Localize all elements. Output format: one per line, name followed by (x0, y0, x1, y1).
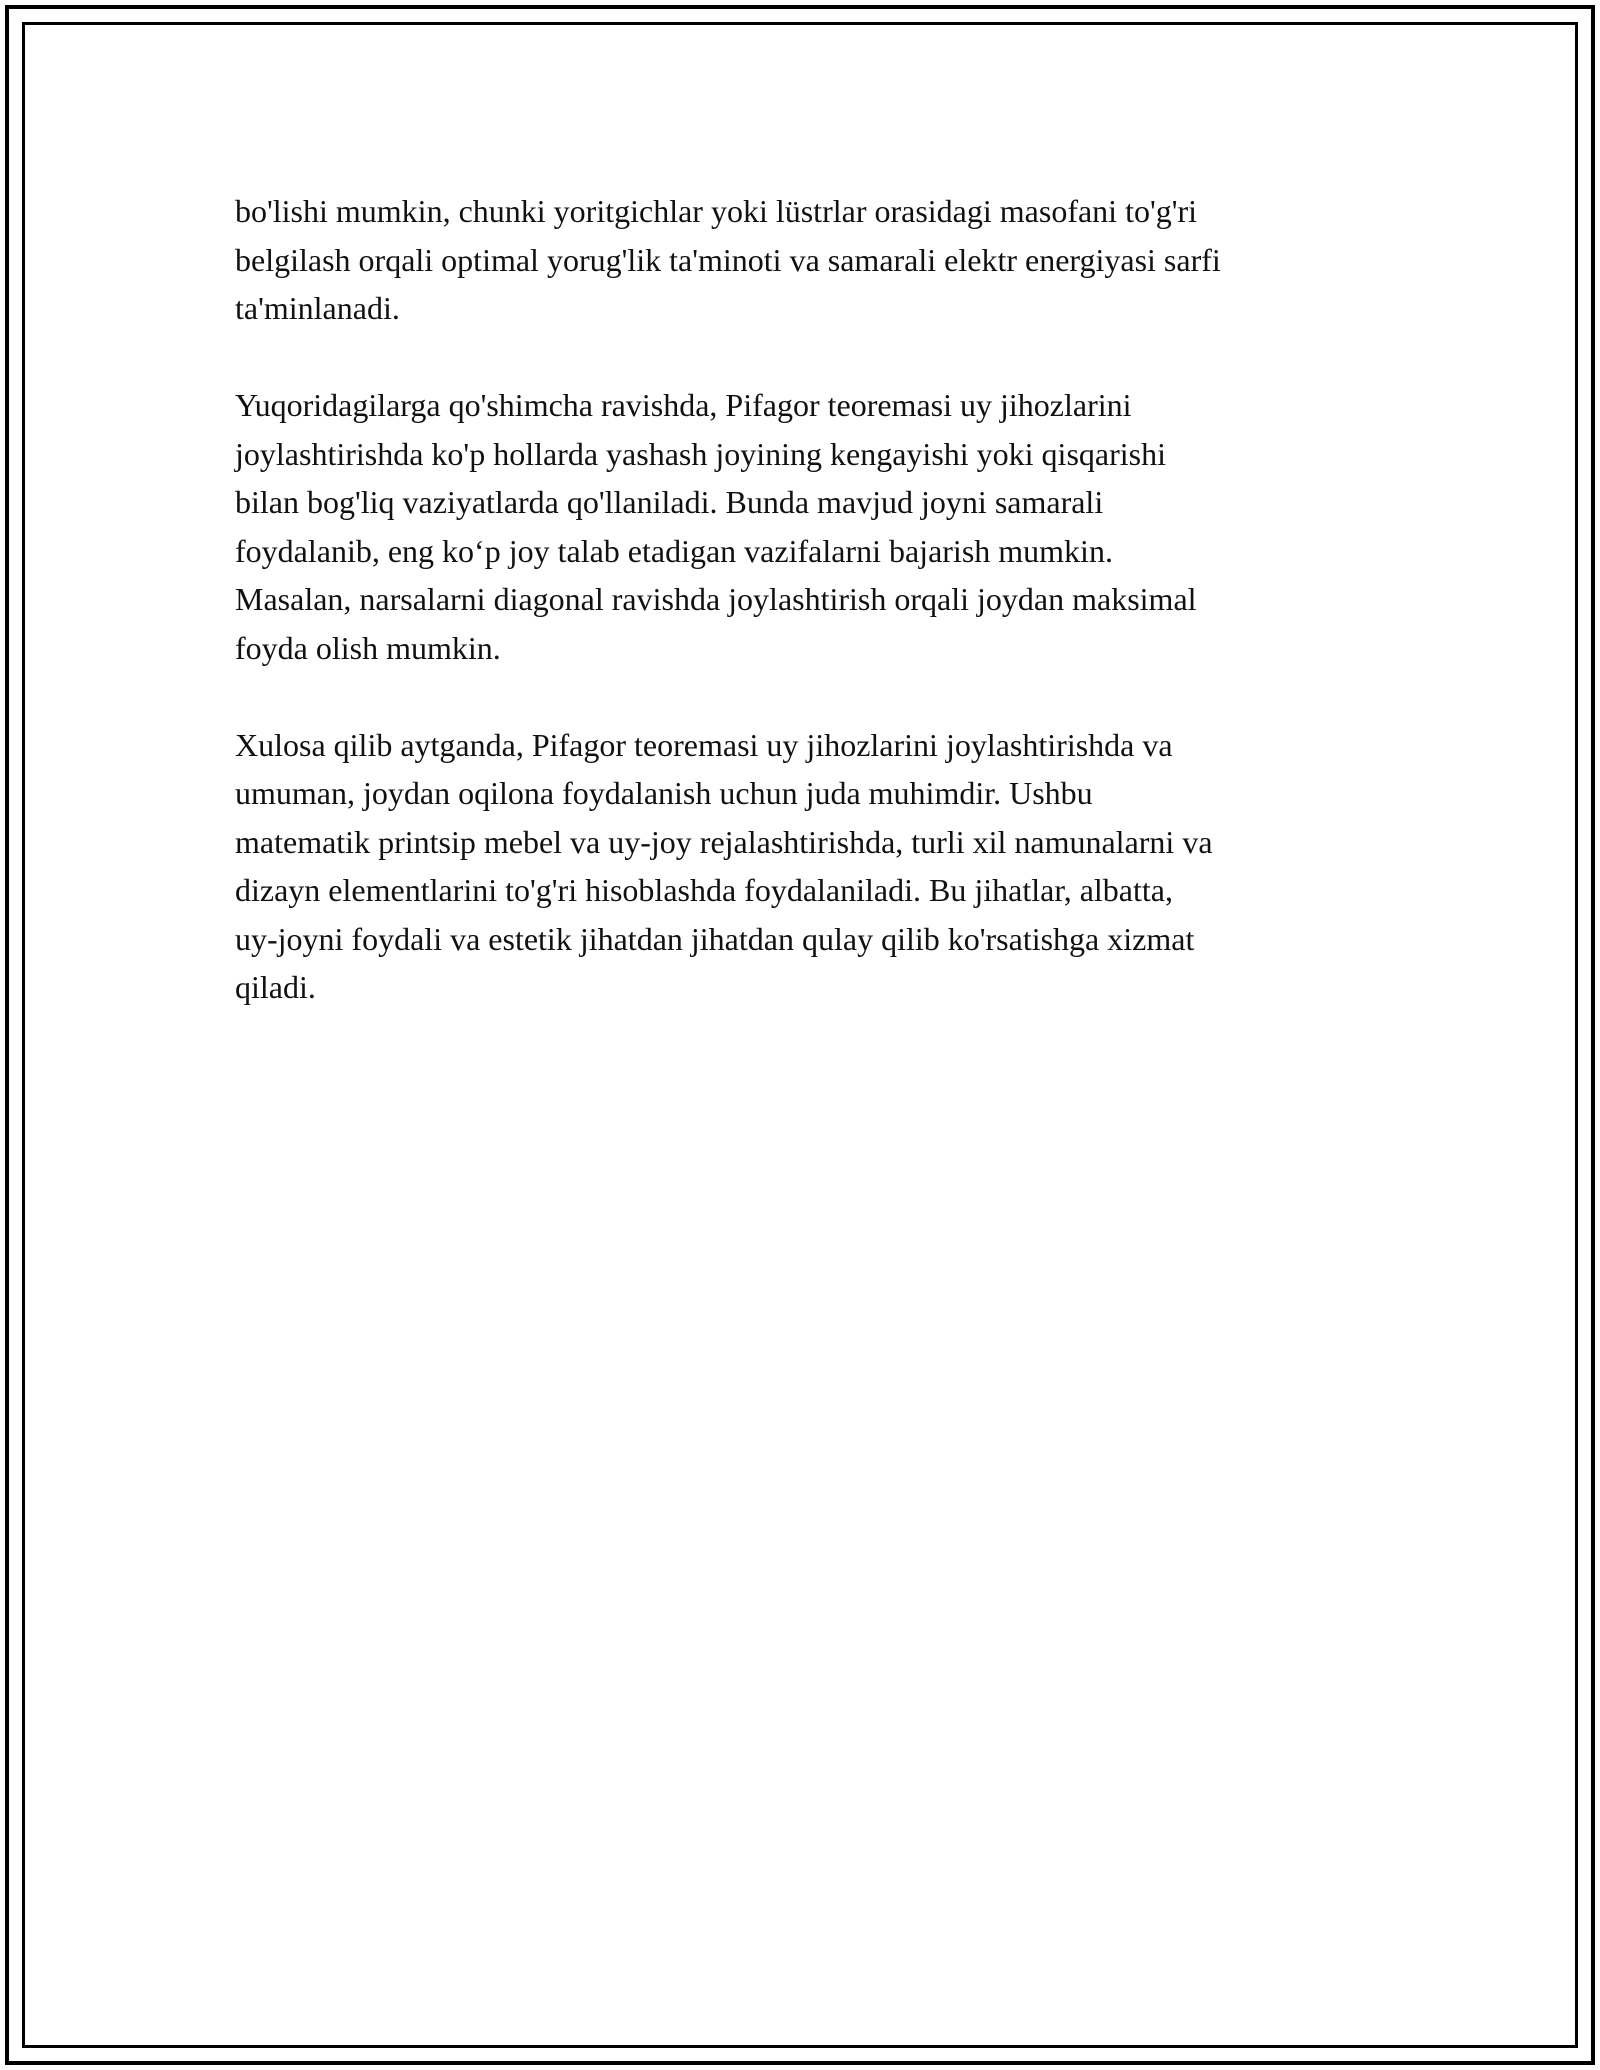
document-body (235, 187, 1375, 1060)
paragraph-lighting: bo'lishi mumkin, chunki yoritgichlar yoki lüstrlar orasidagi masofani to'g'ri belgilash orqali optimal yorug'lik ta'minoti va samarali elektr energiyasi sarfi ta'minlanadi. (235, 193, 1221, 326)
paragraph-space-usage: Yuqoridagilarga qo'shimcha ravishda, Pifagor teoremasi uy jihozlarini joylashtirishda ko'p hollarda yashash joyining kengayishi yoki qisqarishi bilan bog'liq vaziyatlarda qo'llaniladi. Bunda mavjud joyni samarali foydalanib, eng koʻp joy talab etadigan vazifalarni bajarish mumkin. Masalan, narsalarni diagonal ravishda joylashtirish orqali joydan maksimal foyda olish mumkin. (235, 387, 1197, 666)
paragraph-conclusion: Xulosa qilib aytganda, Pifagor teoremasi uy jihozlarini joylashtirishda va umuman, joydan oqilona foydalanish uchun juda muhimdir. Ushbu matematik printsip mebel va uy-joy rejalashtirishda, turli xil namunalarni va dizayn elementlarini to'g'ri hisoblashda foydalaniladi. Bu jihatlar, albatta, uy-joyni foydali va estetik jihatdan jihatdan qulay qilib ko'rsatishga xizmat qiladi. (235, 726, 1213, 1005)
